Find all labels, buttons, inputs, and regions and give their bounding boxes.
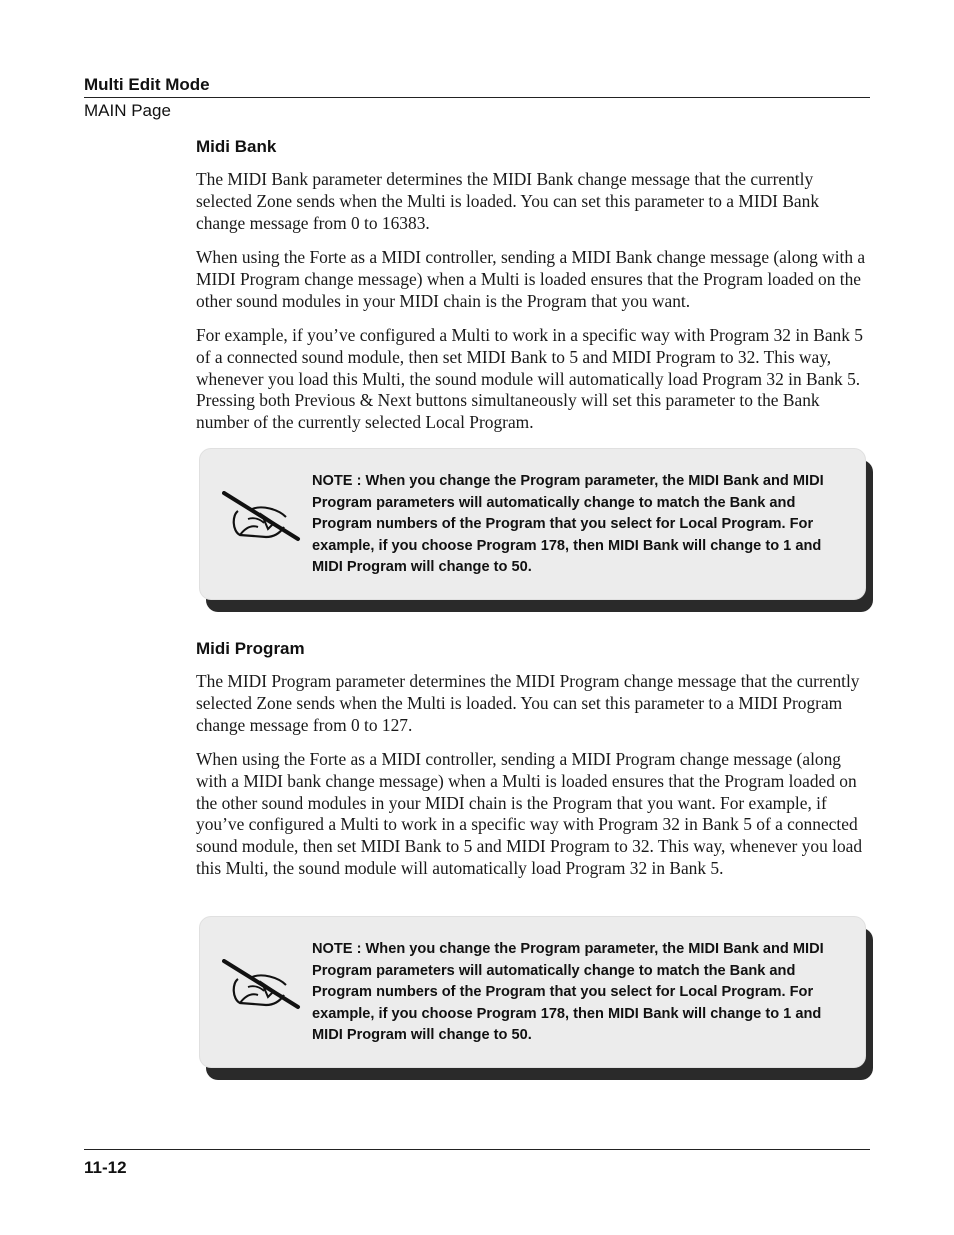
note-text: NOTE : When you change the Program parameter, the MIDI Bank and MIDI Program parameters will automatically change to match the Bank and Program numbers of the Program that you select for Local Program. For example, if you choose Program 178, then MIDI Bank will change to 1 and MIDI Program will change to 50. (312, 941, 824, 1044)
midi-bank-heading: Midi Bank (196, 137, 277, 156)
header-divider (84, 97, 870, 98)
midi-program-paragraph-2: When using the Forte as a MIDI controller, sending a MIDI Program change message (along with a MIDI bank change message) when a Multi is loaded ensures that the Program loaded on the other sound modules in your MIDI chain is the Program that you want. For example, if you’ve configured a Multi to work in a specific way with Program 32 in Bank 5 of a connected sound module, then set MIDI Bank to 5 and MIDI Program to 32. This way, whenever you load this Multi, the sound module will automatically load Program 32 in Bank 5. (196, 749, 863, 878)
midi-bank-paragraph-2: When using the Forte as a MIDI controller, sending a MIDI Bank change message (along with a MIDI Program change message) when a Multi is loaded ensures that the Program loaded on the other sound modules in your MIDI chain is the Program that you want. (196, 247, 866, 311)
page-subtitle: MAIN Page (84, 101, 171, 120)
midi-program-heading: Midi Program (196, 639, 305, 658)
midi-bank-paragraph-1: The MIDI Bank parameter determines the MIDI Bank change message that the currently selected Zone sends when the Multi is loaded. You can set this parameter to a MIDI Bank change message from 0 to 16383. (196, 169, 820, 233)
note-box-midi-program (199, 916, 866, 1068)
footer-divider (84, 1149, 870, 1150)
midi-program-paragraph-1: The MIDI Program parameter determines the MIDI Program change message that the currently selected Zone sends when the Multi is loaded. You can set this parameter to a MIDI Program change message from 0 to 127. (196, 671, 860, 735)
midi-bank-paragraph-3: For example, if you’ve configured a Multi to work in a specific way with Program 32 in Bank 5 of a connected sound module, then set MIDI Bank to 5 and MIDI Program to 32. This way, whenever you load this Multi, the sound module will automatically load Program 32 in Bank 5. Pressing both Previous & Next buttons simultaneously will set this parameter to the Bank number of the currently selected Local Program. (196, 325, 863, 433)
page-number: 11-12 (84, 1158, 127, 1177)
writing-hand-icon (222, 491, 302, 547)
writing-hand-icon (222, 959, 302, 1015)
note-text: NOTE : When you change the Program parameter, the MIDI Bank and MIDI Program parameters will automatically change to match the Bank and Program numbers of the Program that you select for Local Program. For example, if you choose Program 178, then MIDI Bank will change to 1 and MIDI Program will change to 50. (312, 473, 824, 576)
section-title: Multi Edit Mode (84, 75, 210, 94)
note-box-midi-bank (199, 448, 866, 600)
